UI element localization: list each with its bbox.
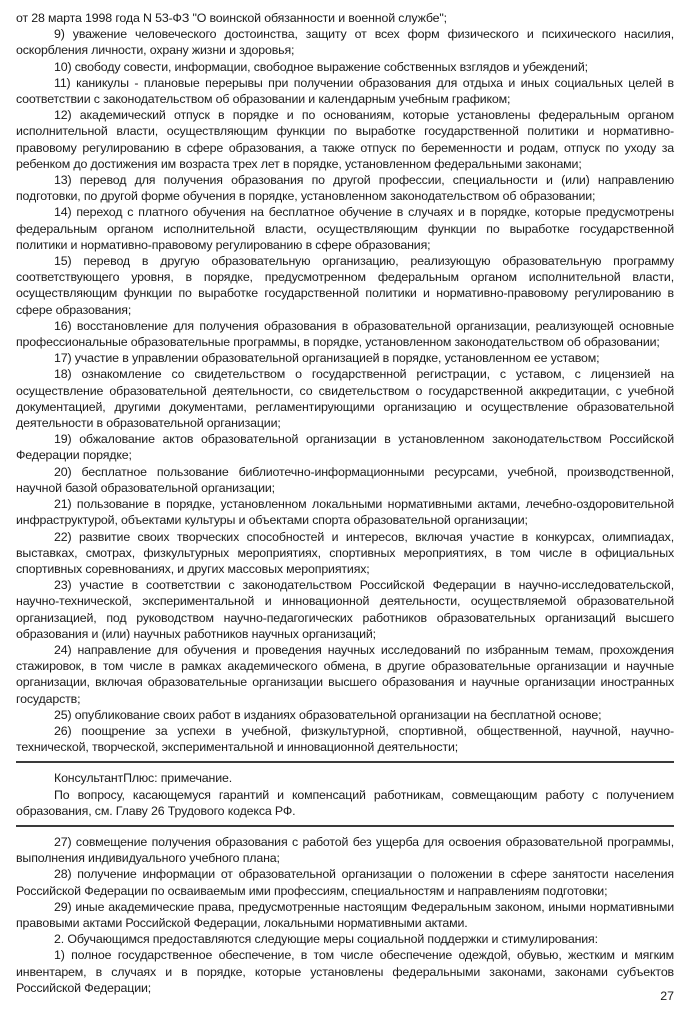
paragraph-p22: 22) развитие своих творческих способностей и интересов, включая участие в конкурсах, олимпиадах, выставках, смотрах, физкультурных мероприятиях, спортивных мероприятиях, в том числе в официальных спортивных соревнованиях, и других массовых мероприятиях; — [16, 529, 674, 576]
paragraph-p29: 29) иные академические права, предусмотренные настоящим Федеральным законом, иными нормативными правовыми актами Российской Федерации, локальными нормативными актами. — [16, 899, 674, 930]
page-number: 27 — [660, 989, 674, 1003]
paragraph-p25: 25) опубликование своих работ в изданиях образовательной организации на бесплатной основе; — [54, 707, 602, 722]
paragraph-p12: 12) академический отпуск в порядке и по основаниям, которые установлены федеральным органом исполнительной власти, осуществляющим функции по выработке государственной политики и нормативно-правовому регулированию в сфере образования, а также отпуск по беременности и родам, отпуск по уходу за ребенком до достижения им возраста трех лет в порядке, установленном федеральными законами; — [16, 108, 674, 171]
paragraph-p14: 14) переход с платного обучения на бесплатное обучение в случаях и в порядке, которые предусмотрены федеральным органом исполнительной власти, осуществляющим функции по выработке государственной политики и нормативно-правовому регулированию в сфере образования; — [16, 205, 674, 252]
note-text: По вопросу, касающемуся гарантий и компенсаций работникам, совмещающим работу с получением образования, см. Главу 26 Трудового кодекса РФ. — [16, 787, 674, 818]
rights-list-top — [16, 10, 674, 755]
paragraph-p18: 18) ознакомление со свидетельством о государственной регистрации, с уставом, с лицензией на осуществление образовательной деятельности, со свидетельством о государственной аккредитации, с учебной документацией, другими документами, регламентирующими организацию и осуществление образовательной деятельности в образовательной организации; — [16, 367, 674, 431]
consultant-note — [16, 770, 674, 819]
paragraph-p24: 24) направление для обучения и проведения научных исследований по избранным темам, прохождения стажировок, в том числе в рамках академического обмена, в другие образовательные организации и научные организации, включая образовательные организации высшего образования и научные организации иностранных государств; — [16, 642, 674, 706]
paragraph-s2p1: 1) полное государственное обеспечение, в том числе обеспечение одеждой, обувью, жестким и мягким инвентарем, в случаях и в порядке, которые установлены федеральными законами, законами субъектов Российской Федерации; — [16, 948, 674, 995]
paragraph-cont: от 28 марта 1998 года N 53-ФЗ "О воинской обязанности и военной службе"; — [16, 11, 447, 25]
paragraph-p20: 20) бесплатное пользование библиотечно-информационными ресурсами, учебной, производственной, научной базой образовательной организации; — [16, 464, 674, 495]
paragraph-p27: 27) совмещение получения образования с работой без ущерба для освоения образовательной программы, выполнения индивидуального учебного плана; — [16, 834, 674, 866]
paragraph-p28: 28) получение информации от образовательной организации о положении в сфере занятости населения Российской Федерации по осваиваемым ими профессиям, специальностям и направлениям подготовки; — [16, 867, 674, 898]
paragraph-p9: 9) уважение человеческого достоинства, защиту от всех форм физического и психического насилия, оскорбления личности, охрану жизни и здоровья; — [16, 27, 674, 58]
paragraph-p21: 21) пользование в порядке, установленном локальными нормативными актами, лечебно-оздоровительной инфраструктурой, объектами культуры и объектами спорта образовательной организации; — [16, 497, 674, 528]
note-title: КонсультантПлюс: примечание. — [54, 771, 233, 786]
paragraph-p19: 19) обжалование актов образовательной организации в установленном законодательством Российской Федерации порядке; — [16, 432, 674, 463]
paragraph-p13: 13) перевод для получения образования по другой профессии, специальности и (или) направлению подготовки, по другой форме обучения в порядке, установленном законодательством об образовании; — [16, 173, 674, 204]
rights-list-bottom — [16, 834, 674, 996]
paragraph-p15: 15) перевод в другую образовательную организацию, реализующую образовательную программу соответствующего уровня, в порядке, предусмотренном федеральным органом исполнительной власти, осуществляющим функции по выработке государственной политики и нормативно-правовому регулированию в сфере образования; — [16, 254, 674, 317]
note-divider-top — [16, 761, 674, 763]
paragraph-s2: 2. Обучающимся предоставляются следующие меры социальной поддержки и стимулирования: — [54, 932, 598, 947]
document-page — [16, 10, 674, 996]
paragraph-p16: 16) восстановление для получения образования в образовательной организации, реализующей основные профессиональные образовательные программы, в порядке, установленном законодательством об образовании; — [16, 318, 674, 350]
paragraph-p10: 10) свободу совести, информации, свободное выражение собственных взглядов и убеждений; — [54, 59, 588, 74]
paragraph-p17: 17) участие в управлении образовательной организацией в порядке, установленном ее уставом; — [54, 351, 600, 366]
paragraph-p11: 11) каникулы - плановые перерывы при получении образования для отдыха и иных социальных целей в соответствии с законодательством об образовании и календарным учебным графиком; — [16, 75, 674, 107]
note-divider-bottom — [16, 825, 674, 827]
paragraph-p23: 23) участие в соответствии с законодательством Российской Федерации в научно-исследовательской, научно-технической, экспериментальной и инновационной деятельности, осуществляемой образовательной организацией, под руководством научно-педагогических работников образовательных организаций высшего образования и (или) научных работников научных организаций; — [16, 578, 674, 641]
paragraph-p26: 26) поощрение за успехи в учебной, физкультурной, спортивной, общественной, научной, научно-технической, творческой, экспериментальной и инновационной деятельности; — [16, 723, 674, 755]
